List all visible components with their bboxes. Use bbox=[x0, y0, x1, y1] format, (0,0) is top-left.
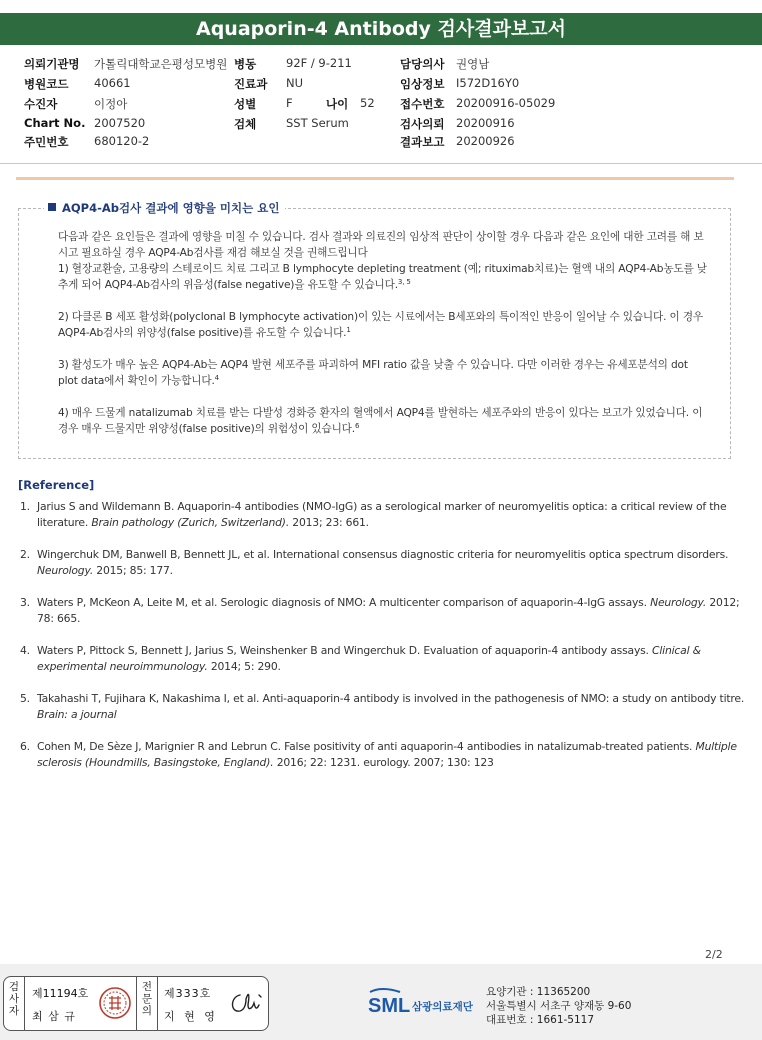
factor-item-3-text: 3) 활성도가 매우 높은 AQP4-Ab는 AQP4 발현 세포주를 파괴하여 MFI ratio 값을 낮출 수 있습니다. 다만 이러한 경우는 유세포분석의 dot plot data에서 확인이 가능합니다. bbox=[58, 359, 688, 387]
factor-item-2 bbox=[58, 309, 708, 341]
reference-item bbox=[20, 499, 756, 531]
reference-citation: 2012; 78: 665. bbox=[37, 596, 740, 625]
reference-journal: Multiple sclerosis (Houndmills, Basingstoke, England). bbox=[37, 740, 737, 769]
reference-number: 4. bbox=[20, 644, 30, 657]
chart-no-value: 2007520 bbox=[94, 116, 146, 130]
factor-item-1-ref: 3, 5 bbox=[397, 278, 411, 286]
reference-journal: Neurology. bbox=[650, 596, 707, 609]
section-divider bbox=[16, 177, 734, 180]
reference-item bbox=[20, 691, 756, 723]
factor-item-1-text: 1) 혈장교환술, 고용량의 스테로이드 치료 그리고 B lymphocyte depleting treatment (예; rituximab치료)는 혈액 내의 AQP4-Ab농도를 낮추게 되어 AQP4-Ab검사의 위음성(false negative)을 유도할 수 있습니다. bbox=[58, 263, 707, 291]
signature-icon bbox=[226, 985, 266, 1021]
box-divider bbox=[136, 977, 137, 1030]
report-date-label: 결과보고 bbox=[400, 135, 445, 149]
examiner-label bbox=[7, 981, 21, 1017]
reference-citation: 2013; 23: 661. bbox=[292, 516, 369, 529]
resident-no-label: 주민번호 bbox=[24, 135, 69, 149]
reference-number: 3. bbox=[20, 596, 30, 609]
factor-item-2-ref: 1 bbox=[346, 326, 351, 334]
reference-number: 1. bbox=[20, 500, 30, 513]
reference-journal: Neurology. bbox=[37, 564, 94, 577]
hospital-code-label: 병원코드 bbox=[24, 77, 69, 91]
reference-item bbox=[20, 547, 756, 579]
sml-logo-icon bbox=[366, 986, 478, 1018]
hospital-code-value: 40661 bbox=[94, 76, 131, 90]
factor-item-3 bbox=[58, 357, 708, 389]
factor-item-4-text: 4) 매우 드물게 natalizumab 치료를 받는 다발성 경화증 환자의 혈액에서 AQP4를 발현하는 세포주와의 반응이 있다는 보고가 있었습니다. 이 경우 매우 드물지만 위양성(false positive)의 위험성이 있습니다. bbox=[58, 407, 703, 435]
resident-no-value: 680120-2 bbox=[94, 134, 150, 148]
reference-journal: Brain: a journal bbox=[37, 708, 117, 721]
factor-item-3-ref: 4 bbox=[214, 374, 219, 382]
factors-title-text: AQP4-Ab검사 결과에 영향을 미치는 요인 bbox=[62, 201, 280, 215]
reference-heading: [Reference] bbox=[18, 478, 95, 492]
reference-journal: Clinical & experimental neuroimmunology. bbox=[37, 644, 701, 673]
org-contact-info bbox=[486, 985, 631, 1027]
examiner-name: 최 삼 규 bbox=[32, 1010, 76, 1023]
doctor-label: 담당의사 bbox=[400, 57, 445, 71]
reference-text: Takahashi T, Fujihara K, Nakashima I, et al. Anti-aquaporin-4 antibody is involved in the pathogenesis of NMO: a study on antibody titre. bbox=[37, 692, 745, 705]
examinee-value: 이정아 bbox=[94, 97, 128, 111]
reference-number: 5. bbox=[20, 692, 30, 705]
seal-icon bbox=[98, 986, 132, 1020]
page-number: 2/2 bbox=[705, 948, 723, 961]
factors-intro: 다음과 같은 요인들은 결과에 영향을 미칠 수 있습니다. 검사 결과와 의료진의 임상적 판단이 상이할 경우 다음과 같은 요인에 대한 고려를 해 보시고 필요하실 경우 AQP4-Ab검사를 재검 해보실 것을 권해드립니다 bbox=[58, 231, 704, 259]
specialist-label bbox=[140, 981, 154, 1017]
factor-item-4-ref: 6 bbox=[354, 422, 360, 430]
specimen-label: 검체 bbox=[234, 117, 257, 131]
square-bullet-icon bbox=[48, 203, 56, 211]
examiner-license: 제11194호 bbox=[32, 987, 89, 1000]
org-address: 서울특별시 서초구 양재동 9-60 bbox=[486, 1000, 632, 1012]
clinical-info-value: I572D16Y0 bbox=[456, 76, 520, 90]
org-name: 삼광의료재단 bbox=[412, 1001, 473, 1013]
reference-journal: Brain pathology (Zurich, Switzerland). bbox=[91, 516, 290, 529]
age-label: 나이 bbox=[326, 97, 349, 111]
request-date-label: 검사의뢰 bbox=[400, 117, 445, 131]
reference-text: Jarius S and Wildemann B. Aquaporin-4 antibodies (NMO-IgG) as a serological marker of neuromyelitis optica: a critical review of the literature. bbox=[37, 500, 727, 529]
receipt-no-label: 접수번호 bbox=[400, 97, 445, 111]
factor-item-1 bbox=[58, 261, 708, 293]
age-value: 52 bbox=[360, 96, 375, 110]
sex-value: F bbox=[286, 96, 293, 110]
box-divider bbox=[24, 977, 25, 1030]
sex-label: 성별 bbox=[234, 97, 257, 111]
specimen-value: SST Serum bbox=[286, 116, 349, 130]
box-divider bbox=[157, 977, 158, 1030]
care-institution-number: 요양기관 : 11365200 bbox=[486, 986, 591, 998]
reference-text: Wingerchuk DM, Banwell B, Bennett JL, et al. International consensus diagnostic criteria for neuromyelitis optica spectrum disorders. bbox=[37, 548, 729, 561]
org-phone: 대표번호 : 1661-5117 bbox=[486, 1014, 595, 1026]
specialist-label-text: 전문의 bbox=[141, 981, 153, 1017]
dept-label: 진료과 bbox=[234, 77, 268, 91]
report-title: Aquaporin-4 Antibody 검사결과보고서 bbox=[0, 13, 762, 45]
specialist-name: 지 현 영 bbox=[164, 1010, 218, 1023]
factor-item-4 bbox=[58, 405, 708, 437]
signature-box bbox=[3, 976, 269, 1031]
reference-item bbox=[20, 595, 756, 627]
specialist-license: 제333호 bbox=[164, 987, 212, 1000]
reference-citation: 2014; 5: 290. bbox=[210, 660, 281, 673]
reference-citation: 2015; 85: 177. bbox=[96, 564, 173, 577]
info-divider bbox=[0, 163, 762, 164]
factor-item-2-text: 2) 다클론 B 세포 활성화(polyclonal B lymphocyte activation)이 있는 시료에서는 B세포와의 특이적인 반응이 일어날 수 있습니다. 이 경우 AQP4-Ab검사의 위양성(false positive)를 유도할 수 있습니다. bbox=[58, 311, 703, 339]
clinical-info-label: 임상정보 bbox=[400, 77, 445, 91]
dept-value: NU bbox=[286, 76, 304, 90]
reference-item bbox=[20, 739, 756, 771]
receipt-no-value: 20200916-05029 bbox=[456, 96, 556, 110]
reference-text: Cohen M, De Sèze J, Marignier R and Lebrun C. False positivity of anti aquaporin-4 antibodies in natalizumab-treated patients. bbox=[37, 740, 693, 753]
examiner-label-text: 검사자 bbox=[8, 981, 20, 1017]
sml-logo-text: SML bbox=[368, 995, 411, 1017]
reference-citation: 2016; 22: 1231. eurology. 2007; 130: 123 bbox=[276, 756, 494, 769]
ward-label: 병동 bbox=[234, 57, 257, 71]
report-date-value: 20200926 bbox=[456, 134, 515, 148]
chart-no-label: Chart No. bbox=[24, 116, 86, 130]
reference-list bbox=[20, 499, 756, 787]
factors-title bbox=[44, 200, 285, 216]
reference-text: Waters P, Pittock S, Bennett J, Jarius S, Weinshenker B and Wingerchuk D. Evaluation of aquaporin-4 antibody assays. bbox=[37, 644, 649, 657]
ward-value: 92F / 9-211 bbox=[286, 56, 352, 70]
reference-number: 6. bbox=[20, 740, 30, 753]
reference-text: Waters P, McKeon A, Leite M, et al. Serologic diagnosis of NMO: A multicenter comparison of aquaporin-4-IgG assays. bbox=[37, 596, 647, 609]
institution-value: 가톨릭대학교은평성모병원 bbox=[94, 57, 228, 71]
request-date-value: 20200916 bbox=[456, 116, 515, 130]
reference-number: 2. bbox=[20, 548, 30, 561]
factors-body bbox=[58, 229, 708, 453]
examinee-label: 수진자 bbox=[24, 97, 58, 111]
doctor-value: 권영남 bbox=[456, 57, 490, 71]
institution-label: 의뢰기관명 bbox=[24, 57, 80, 71]
reference-item bbox=[20, 643, 756, 675]
